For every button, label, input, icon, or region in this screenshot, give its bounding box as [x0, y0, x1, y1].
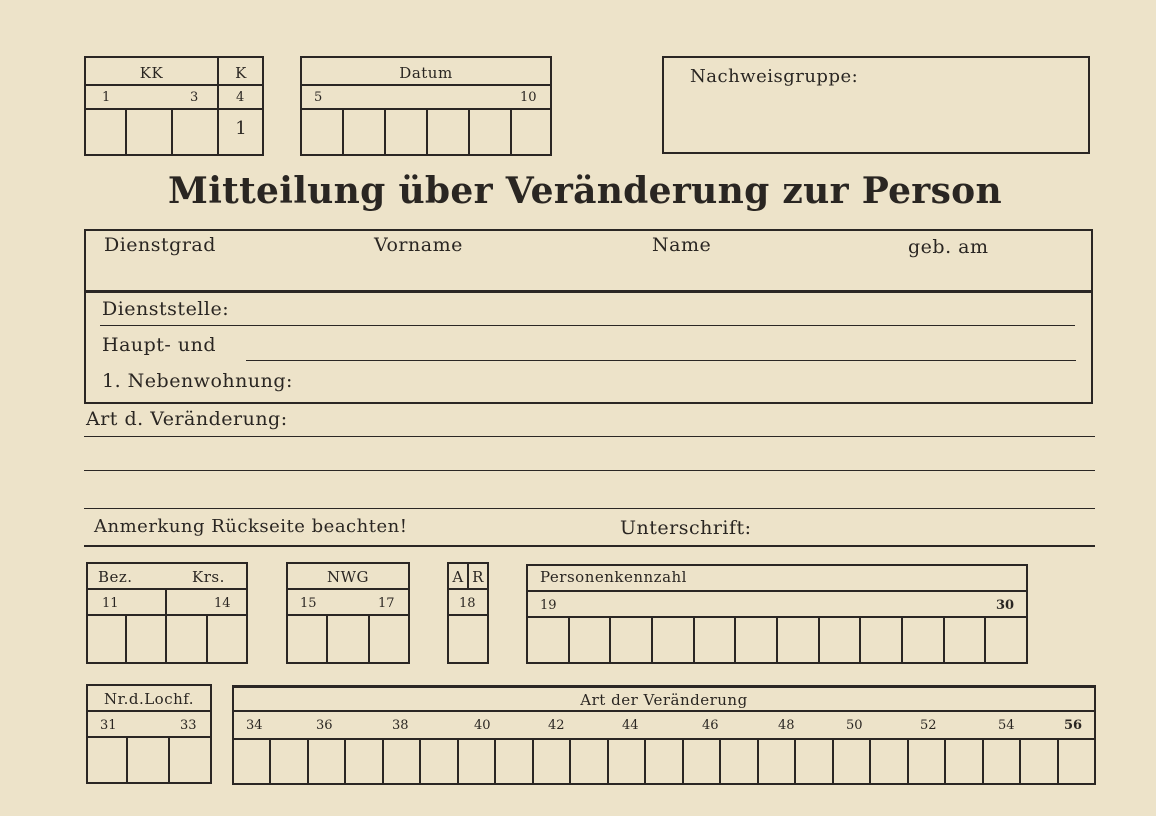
k-num: 4 — [236, 90, 245, 105]
art-num: 54 — [998, 718, 1015, 733]
ar-num: 18 — [459, 596, 476, 611]
datum-label: Datum — [399, 64, 453, 82]
geb-am-label: geb. am — [908, 236, 989, 258]
pkz-cell[interactable] — [986, 616, 1026, 662]
art-line-1[interactable] — [84, 436, 1095, 437]
kk-label: KK — [139, 64, 164, 82]
kk-num-from: 1 — [102, 90, 111, 105]
pkz-num-from: 19 — [540, 598, 557, 613]
art-cell[interactable] — [609, 740, 646, 783]
art-cell[interactable] — [984, 740, 1021, 783]
art-num: 46 — [702, 718, 719, 733]
a-label: A — [452, 568, 464, 586]
art-num: 34 — [246, 718, 263, 733]
datum-num-from: 5 — [314, 90, 323, 105]
lochf-label: Nr.d.Lochf. — [103, 690, 195, 708]
kk-num-to: 3 — [190, 90, 199, 105]
unterschrift-label: Unterschrift: — [620, 517, 752, 539]
art-num: 56 — [1064, 718, 1083, 733]
pkz-num-to: 30 — [996, 598, 1015, 613]
pkz-cell[interactable] — [903, 616, 945, 662]
pkz-cell[interactable] — [528, 616, 570, 662]
pkz-header-divider — [526, 590, 1028, 592]
hauptwohnung-line[interactable] — [246, 360, 1076, 361]
pkz-label: Personenkennzahl — [540, 568, 687, 586]
art-veraenderung-label: Art d. Veränderung: — [86, 408, 288, 430]
name-label: Name — [652, 234, 712, 256]
art-cells[interactable] — [232, 738, 1096, 785]
person-divider — [84, 290, 1093, 293]
art-cell[interactable] — [909, 740, 946, 783]
art-cell[interactable] — [384, 740, 421, 783]
art-num: 44 — [622, 718, 639, 733]
art-num: 40 — [474, 718, 491, 733]
art-num: 50 — [846, 718, 863, 733]
pkz-cell[interactable] — [945, 616, 987, 662]
lochf-number-divider — [86, 736, 212, 738]
art-cell[interactable] — [721, 740, 758, 783]
signature-line[interactable] — [84, 545, 1095, 547]
datum-cell-div — [468, 108, 470, 156]
pkz-cell[interactable] — [570, 616, 612, 662]
nebenwohnung-label: 1. Nebenwohnung: — [102, 370, 293, 392]
nwg-num-to: 17 — [378, 596, 395, 611]
dienstgrad-label: Dienstgrad — [104, 234, 216, 256]
art-cell[interactable] — [834, 740, 871, 783]
lochf-header-divider — [86, 710, 212, 712]
art-cell[interactable] — [571, 740, 608, 783]
pkz-cell[interactable] — [736, 616, 778, 662]
bez-num-from: 11 — [102, 596, 119, 611]
art-cell[interactable] — [646, 740, 683, 783]
art-num: 36 — [316, 718, 333, 733]
art-line-2[interactable] — [84, 470, 1095, 471]
art-cell[interactable] — [871, 740, 908, 783]
k-cell-value[interactable]: 1 — [235, 118, 247, 139]
bez-label: Bez. — [98, 568, 133, 586]
art-cell[interactable] — [234, 740, 271, 783]
pkz-cell[interactable] — [861, 616, 903, 662]
art-cell[interactable] — [534, 740, 571, 783]
bez-number-divider — [86, 614, 248, 616]
datum-cell-div — [426, 108, 428, 156]
art-cell[interactable] — [496, 740, 533, 783]
bez-header-divider — [86, 588, 248, 590]
datum-cell-div — [342, 108, 344, 156]
art-cell[interactable] — [1059, 740, 1094, 783]
bez-krs-separator — [165, 588, 167, 664]
art-grid-header-divider — [232, 710, 1096, 712]
datum-cell-div — [384, 108, 386, 156]
ar-header-divider — [447, 588, 489, 590]
art-cell[interactable] — [1021, 740, 1058, 783]
pkz-cell[interactable] — [778, 616, 820, 662]
art-cell[interactable] — [684, 740, 721, 783]
nwg-header-divider — [286, 588, 410, 590]
nwg-cell-div — [368, 614, 370, 664]
datum-header-divider — [300, 84, 552, 86]
kk-cell-div — [125, 108, 127, 156]
art-num: 48 — [778, 718, 795, 733]
pkz-cell[interactable] — [695, 616, 737, 662]
pkz-cells[interactable] — [526, 616, 1028, 664]
art-cell[interactable] — [946, 740, 983, 783]
art-line-3[interactable] — [84, 508, 1095, 509]
nwg-label: NWG — [326, 568, 370, 586]
nwg-num-from: 15 — [300, 596, 317, 611]
krs-label: Krs. — [192, 568, 225, 586]
art-num: 52 — [920, 718, 937, 733]
krs-cell-div — [206, 614, 208, 664]
pkz-cell[interactable] — [611, 616, 653, 662]
anmerkung-label: Anmerkung Rückseite beachten! — [94, 516, 408, 537]
pkz-cell[interactable] — [653, 616, 695, 662]
haupt-label: Haupt- und — [102, 334, 217, 356]
datum-cell-div — [510, 108, 512, 156]
art-cell[interactable] — [796, 740, 833, 783]
art-cell[interactable] — [759, 740, 796, 783]
vorname-label: Vorname — [374, 234, 463, 256]
k-label: K — [235, 64, 247, 82]
art-cell[interactable] — [309, 740, 346, 783]
r-label: R — [472, 568, 484, 586]
pkz-cell[interactable] — [820, 616, 862, 662]
form-title: Mitteilung über Veränderung zur Person — [168, 170, 1002, 212]
nachweisgruppe-label: Nachweisgruppe: — [690, 66, 859, 87]
art-num: 42 — [548, 718, 565, 733]
dienststelle-line[interactable] — [100, 325, 1075, 326]
dienststelle-label: Dienststelle: — [102, 298, 230, 320]
kk-header-divider — [84, 84, 264, 86]
art-cell[interactable] — [459, 740, 496, 783]
kk-cell-div — [171, 108, 173, 156]
ar-number-divider — [447, 614, 489, 616]
nwg-cell-div — [326, 614, 328, 664]
kk-number-divider — [84, 108, 264, 110]
lochf-num-from: 31 — [100, 718, 117, 733]
nwg-number-divider — [286, 614, 410, 616]
art-cell[interactable] — [346, 740, 383, 783]
lochf-cell-div — [126, 736, 128, 784]
art-num: 38 — [392, 718, 409, 733]
art-cell[interactable] — [271, 740, 308, 783]
lochf-cell-div — [168, 736, 170, 784]
art-cell[interactable] — [421, 740, 458, 783]
art-grid-numbers — [232, 718, 1096, 736]
lochf-num-to: 33 — [180, 718, 197, 733]
art-grid-label: Art der Veränderung — [580, 691, 748, 709]
bez-cell-div — [125, 614, 127, 664]
bez-num-to: 14 — [214, 596, 231, 611]
datum-num-to: 10 — [520, 90, 537, 105]
